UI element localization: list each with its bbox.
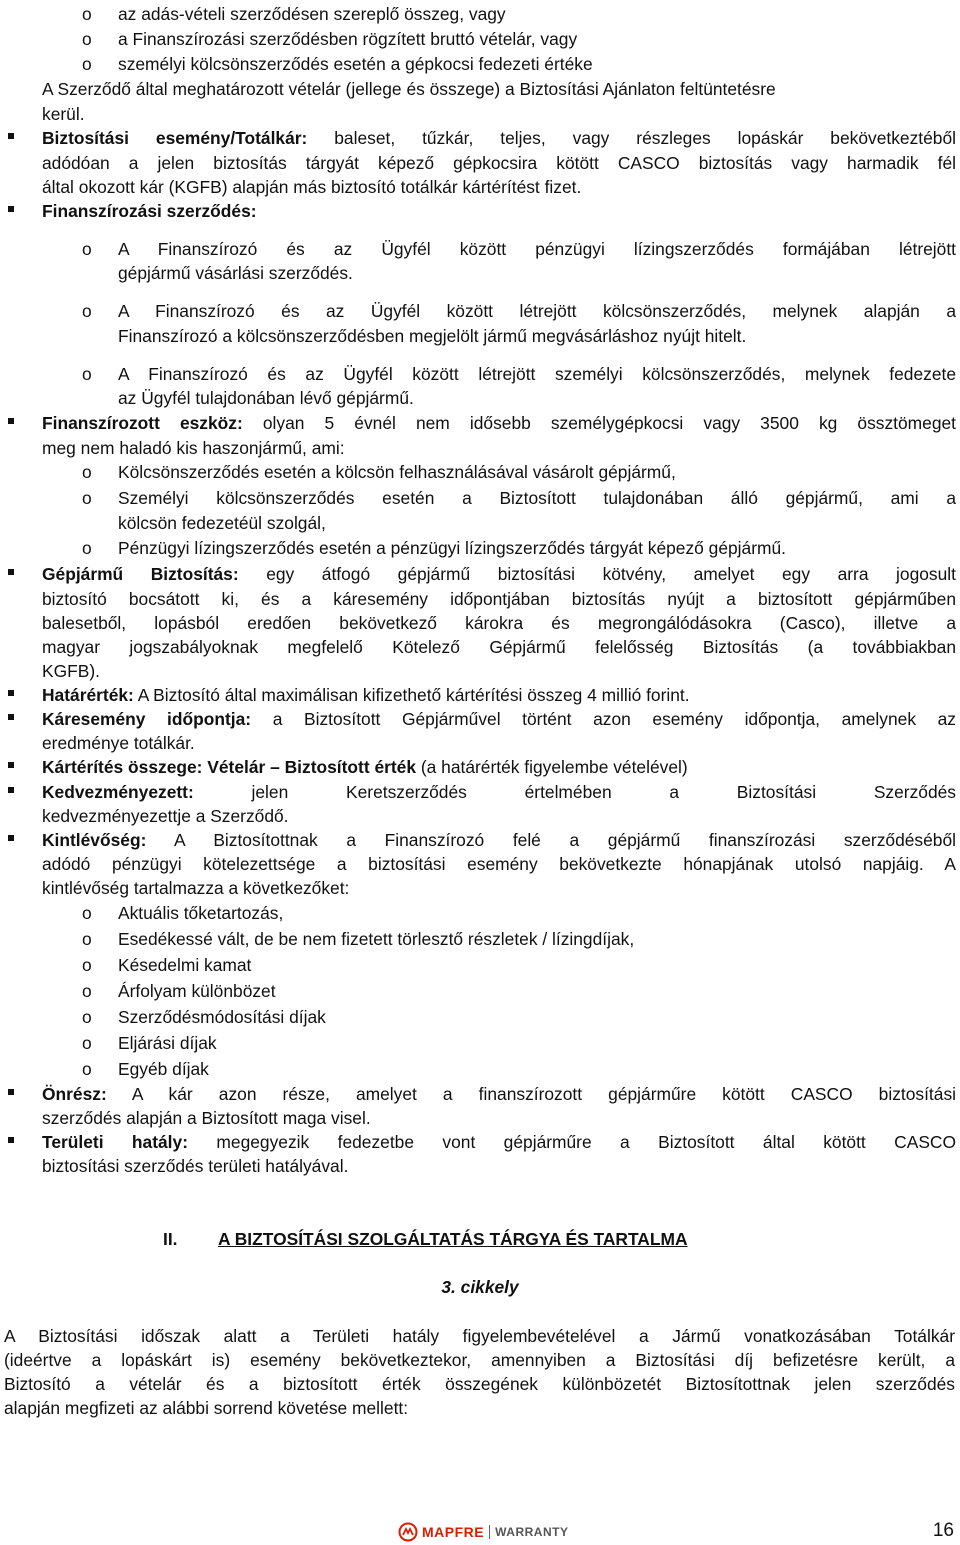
- definition-text: megegyezik fedezetbe vont gépjárműre a Biztosított által kötött CASCO: [216, 1132, 956, 1152]
- definition-term: Biztosítási esemény/Totálkár:: [42, 128, 308, 148]
- bullet-square: [8, 133, 14, 139]
- list-marker: o: [82, 903, 92, 923]
- list-item: Szerződésmódosítási díjak: [118, 1007, 326, 1027]
- list-marker: o: [82, 462, 92, 482]
- list-marker: o: [82, 929, 92, 949]
- list-item: kölcsön fedezetéül szolgál,: [118, 513, 326, 533]
- bullet-square: [8, 206, 14, 212]
- paragraph-line: A Szerződő által meghatározott vételár (jellege és összege) a Biztosítási Ajánlaton feltüntetésre: [42, 79, 776, 99]
- list-marker: o: [82, 981, 92, 1001]
- bullet-square: [8, 1137, 14, 1143]
- mapfre-emblem-icon: [398, 1522, 418, 1542]
- list-item: Árfolyam különbözet: [118, 981, 276, 1001]
- list-marker: o: [82, 538, 92, 558]
- list-marker: o: [82, 54, 92, 74]
- list-marker: o: [82, 239, 92, 259]
- footer-divider: [489, 1525, 490, 1539]
- list-marker: o: [82, 1059, 92, 1079]
- list-item: Pénzügyi lízingszerződés esetén a pénzügyi lízingszerződés tárgyát képező gépjármű.: [118, 538, 786, 558]
- definition-line: biztosítási szerződés területi hatályával.: [42, 1156, 349, 1176]
- article-heading: 3. cikkely: [441, 1277, 519, 1297]
- footer-logo: [398, 1521, 568, 1543]
- list-item: Késedelmi kamat: [118, 955, 252, 975]
- definition-term: Káresemény időpontja:: [42, 709, 252, 729]
- definition-line: [42, 755, 688, 779]
- definition-term: Önrész:: [42, 1084, 107, 1104]
- bullet-square: [8, 714, 14, 720]
- definition-line: KGFB).: [42, 661, 100, 681]
- list-item: Kölcsönszerződés esetén a kölcsön felhasználásával vásárolt gépjármű,: [118, 462, 676, 482]
- definition-text: jelen Keretszerződés értelmében a Biztosítási Szerződés: [251, 782, 956, 802]
- list-marker: o: [82, 301, 92, 321]
- list-marker: o: [82, 488, 92, 508]
- list-item: A Finanszírozó és az Ügyfél között létrejött kölcsönszerződés, melynek alapján a: [118, 301, 956, 321]
- definition-line: magyar jogszabályoknak megfelelő Kötelező Gépjármű felelősség Biztosítás (a továbbiakban: [42, 637, 956, 657]
- definition-line: meg nem haladó kis haszonjármű, ami:: [42, 438, 345, 458]
- definition-term: Határérték:: [42, 685, 134, 705]
- definition-term: Területi hatály:: [42, 1132, 188, 1152]
- definition-line: biztosító bocsátott ki, és a káresemény időpontjában biztosítás nyújt a biztosított gépjárműben: [42, 589, 956, 609]
- bullet-square: [8, 569, 14, 575]
- definition-line: szerződés alapján a Biztosított maga visel.: [42, 1108, 371, 1128]
- definition-line: [42, 126, 956, 150]
- definition-text: egy átfogó gépjármű biztosítási kötvény, amelyet egy arra jogosult: [266, 564, 956, 584]
- list-item: Finanszírozó a kölcsönszerződésben megjelölt jármű megvásárláshoz nyújt hitelt.: [118, 326, 747, 346]
- definition-line: adódó pénzügyi kötelezettsége a biztosítási esemény bekövetkezte hónapjának utolsó napjáig. A: [42, 854, 956, 874]
- definition-line: balesetből, lopásból eredően bekövetkező károkra és megrongálódásokra (Casco), illetve a: [42, 613, 956, 633]
- list-marker: o: [82, 1007, 92, 1027]
- definition-line: [42, 780, 956, 804]
- definition-line: [42, 1130, 956, 1154]
- bullet-square: [8, 690, 14, 696]
- bullet-square: [8, 787, 14, 793]
- paragraph-line: kerül.: [42, 104, 85, 124]
- list-item: Személyi kölcsönszerződés esetén a Biztosított tulajdonában álló gépjármű, ami a: [118, 488, 956, 508]
- list-item: Eljárási díjak: [118, 1033, 217, 1053]
- list-item: gépjármű vásárlási szerződés.: [118, 263, 353, 283]
- list-item: személyi kölcsönszerződés esetén a gépkocsi fedezeti értéke: [118, 54, 593, 74]
- definition-line: [42, 828, 956, 852]
- definition-line: [42, 707, 956, 731]
- list-item: az adás-vételi szerződésen szereplő összeg, vagy: [118, 4, 506, 24]
- brand-name: MAPFRE: [422, 1524, 485, 1540]
- definition-text: A Biztosító által maximálisan kifizethető kártérítési összeg 4 millió forint.: [137, 685, 690, 705]
- list-item: Esedékessé vált, de be nem fizetett törlesztő részletek / lízingdíjak,: [118, 929, 635, 949]
- article-line: A Biztosítási időszak alatt a Területi hatály figyelembevételével a Jármű vonatkozásában Totálkár: [4, 1326, 955, 1346]
- definition-text: olyan 5 évnél nem idősebb személygépkocsi vagy 3500 kg össztömeget: [262, 413, 957, 433]
- definition-term: Kintlévőség:: [42, 830, 147, 850]
- section-number: II.: [163, 1229, 178, 1249]
- list-marker: o: [82, 1033, 92, 1053]
- list-item: A Finanszírozó és az Ügyfél között pénzügyi lízingszerződés formájában létrejött: [118, 239, 956, 259]
- article-line: alapján megfizeti az alábbi sorrend követése mellett:: [4, 1398, 409, 1418]
- definition-line: kedvezményezettje a Szerződő.: [42, 806, 289, 826]
- definition-text: A Biztosítottnak a Finanszírozó felé a gépjármű finanszírozási szerződéséből: [174, 830, 956, 850]
- definition-line: kintlévőség tartalmazza a következőket:: [42, 878, 350, 898]
- bullet-square: [8, 835, 14, 841]
- definition-term: Gépjármű Biztosítás:: [42, 564, 239, 584]
- bullet-square: [8, 418, 14, 424]
- list-marker: o: [82, 955, 92, 975]
- definition-text: baleset, tűzkár, teljes, vagy részleges lopáskár bekövetkeztéből: [334, 128, 956, 148]
- list-item: Aktuális tőketartozás,: [118, 903, 284, 923]
- definition-line: adódóan a jelen biztosítás tárgyát képező gépkocsira kötött CASCO biztosítás vagy harmadik fél: [42, 153, 956, 173]
- article-line: Biztosító a vételár és a biztosított érték összegének különbözetét Biztosítottnak jelen szerződés: [4, 1374, 955, 1394]
- bullet-square: [8, 1089, 14, 1095]
- definition-text: a Biztosított Gépjárművel történt azon esemény időpontja, amelynek az: [272, 709, 957, 729]
- definition-line: [42, 1082, 956, 1106]
- page-number: 16: [932, 1520, 954, 1541]
- definition-term-text: Finanszírozási szerződés:: [42, 201, 257, 221]
- list-marker: o: [82, 364, 92, 384]
- article-line: (ideértve a lopáskárt is) esemény bekövetkeztekor, amennyiben a Biztosítási díj befizetésre került, a: [4, 1350, 955, 1370]
- definition-line: [42, 683, 690, 707]
- definition-text: (a határérték figyelembe vételével): [420, 757, 688, 777]
- list-marker: o: [82, 29, 92, 49]
- definition-line: [42, 562, 956, 586]
- product-name: WARRANTY: [495, 1525, 569, 1539]
- section-title: A BIZTOSÍTÁSI SZOLGÁLTATÁS TÁRGYA ÉS TARTALMA: [218, 1229, 688, 1249]
- definition-line: által okozott kár (KGFB) alapján más biztosító totálkár kártérítést fizet.: [42, 177, 582, 197]
- definition-text: A kár azon része, amelyet a finanszírozott gépjárműre kötött CASCO biztosítási: [131, 1084, 956, 1104]
- list-item: A Finanszírozó és az Ügyfél között létrejött személyi kölcsönszerződés, melynek fedezete: [118, 364, 956, 384]
- definition-line: eredménye totálkár.: [42, 733, 195, 753]
- definition-term: Finanszírozott eszköz:: [42, 413, 243, 433]
- list-item: a Finanszírozási szerződésben rögzített bruttó vételár, vagy: [118, 29, 578, 49]
- definition-term: Kedvezményezett:: [42, 782, 194, 802]
- list-item: Egyéb díjak: [118, 1059, 209, 1079]
- definition-term: Kártérítés összege: Vételár – Biztosított érték: [42, 757, 417, 777]
- definition-line: [42, 411, 956, 435]
- definition-term: [42, 199, 257, 223]
- list-marker: o: [82, 4, 92, 24]
- list-item: az Ügyfél tulajdonában lévő gépjármű.: [118, 388, 414, 408]
- bullet-square: [8, 762, 14, 768]
